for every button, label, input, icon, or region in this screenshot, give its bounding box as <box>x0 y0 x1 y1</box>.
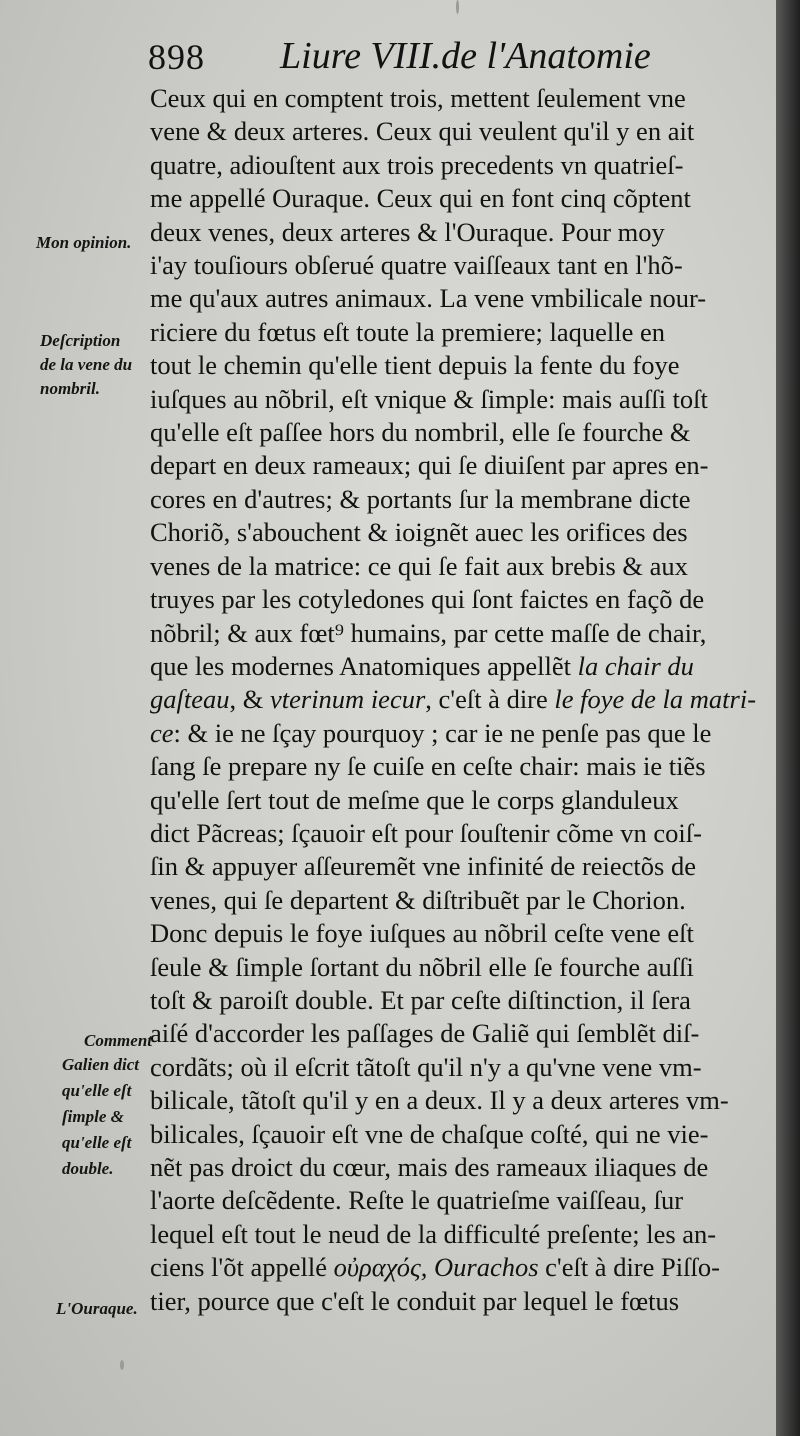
italic-segment: vterinum iecur <box>270 684 426 715</box>
text-line <box>150 1218 760 1251</box>
text-segment: vene & deux arteres. Ceux qui veulent qu'il y en ait <box>150 116 695 147</box>
italic-segment: le foye de la matri- <box>554 684 757 715</box>
text-segment: dict Pãcreas; ſçauoir eſt pour ſouſtenir cõme vn coiſ- <box>150 817 702 848</box>
text-line <box>150 249 760 282</box>
text-line <box>150 1084 760 1117</box>
text-segment: , c'eſt à dire <box>425 684 555 715</box>
text-segment: qu'elle ſert tout de meſme que le corps glanduleux <box>150 784 679 815</box>
text-line <box>150 516 760 549</box>
text-line <box>150 984 760 1017</box>
text-line <box>150 1251 760 1284</box>
text-line <box>150 149 760 182</box>
text-segment: bilicales, ſçauoir eſt vne de chaſque coſté, qui ne vie- <box>150 1118 709 1149</box>
text-line <box>150 349 760 382</box>
text-segment: depart en deux rameaux; qui ſe diuiſent par apres en- <box>150 450 709 481</box>
text-line <box>150 282 760 315</box>
text-segment: l'aorte deſcẽdente. Reſte le quatrieſme vaiſſeau, ſur <box>150 1185 684 1216</box>
text-line <box>150 951 760 984</box>
text-line <box>150 917 760 950</box>
text-line <box>150 416 760 449</box>
margin-note: double. <box>62 1159 114 1178</box>
text-line <box>150 182 760 215</box>
text-segment: quatre, adiouſtent aux trois precedents vn quatrieſ- <box>150 149 684 180</box>
margin-note: nombril. <box>40 379 100 398</box>
ink-speck <box>120 1360 124 1370</box>
text-segment: bilicale, tãtoſt qu'il y en a deux. Il y a deux arteres vm- <box>150 1085 729 1116</box>
margin-note: Deſcription <box>40 331 121 350</box>
text-line <box>150 583 760 616</box>
text-segment: deux venes, deux arteres & l'Ouraque. Pour moy <box>150 216 665 247</box>
text-line <box>150 1285 760 1318</box>
text-segment: tout le chemin qu'elle tient depuis la fente du foye <box>150 350 680 381</box>
margin-note: Comment <box>84 1031 153 1050</box>
text-segment: qu'elle eſt paſſee hors du nombril, elle ſe fourche & <box>150 417 691 448</box>
text-segment: truyes par les cotyledones qui ſont faictes en façõ de <box>150 584 705 615</box>
text-line <box>150 82 760 115</box>
text-segment: ſang ſe prepare ny ſe cuiſe en ceſte chair: mais ie tiẽs <box>150 751 706 782</box>
text-segment: : & ie ne ſçay pourquoy ; car ie ne penſe pas que le <box>173 717 712 748</box>
text-segment: cordãts; où il eſcrit tãtoſt qu'il n'y a qu'vne vene vm- <box>150 1051 702 1082</box>
page-edge-shadow <box>776 0 800 1436</box>
text-line <box>150 850 760 883</box>
margin-note: Galien dict <box>62 1055 139 1074</box>
text-segment: venes de la matrice: ce qui ſe fait aux brebis & aux <box>150 550 688 581</box>
text-segment: Choriõ, s'abouchent & ioignẽt auec les orifices des <box>150 517 688 548</box>
text-line <box>150 884 760 917</box>
text-line <box>150 316 760 349</box>
italic-segment: οὐραχός, Ourachos <box>333 1252 539 1283</box>
text-line <box>150 449 760 482</box>
text-line <box>150 817 760 850</box>
text-segment: ſeule & ſimple ſortant du nõbril elle ſe fourche auſſi <box>150 951 694 982</box>
text-segment: i'ay touſiours obſerué quatre vaiſſeaux tant en l'hõ- <box>150 250 683 281</box>
margin-note: ſimple & <box>62 1107 124 1126</box>
text-line <box>150 1151 760 1184</box>
text-segment: cores en d'autres; & portants ſur la membrane dicte <box>150 483 691 514</box>
italic-segment: gaſteau <box>150 684 230 715</box>
text-segment: Ceux qui en comptent trois, mettent ſeulement vne <box>150 83 686 113</box>
text-line <box>150 483 760 516</box>
text-line <box>150 683 760 716</box>
text-segment: nõbril; & aux fœt⁹ humains, par cette maſſe de chair, <box>150 617 707 648</box>
margin-note: qu'elle eſt <box>62 1133 132 1152</box>
text-segment: ſin & appuyer aſſeuremẽt vne infinité de reiectõs de <box>150 851 696 882</box>
italic-segment: la chair du <box>577 650 694 681</box>
text-line <box>150 784 760 817</box>
italic-segment: ce <box>150 717 174 748</box>
text-line <box>150 750 760 783</box>
text-segment: ciens l'õt appellé <box>150 1252 334 1283</box>
text-segment: me qu'aux autres animaux. La vene vmbilicale nour- <box>150 283 707 314</box>
text-segment: c'eſt à dire Piſſo- <box>538 1252 720 1283</box>
text-line <box>150 550 760 583</box>
text-line <box>150 1017 760 1050</box>
text-segment: aiſé d'accorder les paſſages de Galiẽ qui ſemblẽt diſ- <box>150 1018 700 1049</box>
text-line <box>150 1118 760 1151</box>
ink-speck <box>456 0 459 14</box>
page-header <box>140 30 760 80</box>
text-segment: Donc depuis le foye iuſques au nõbril ceſte vene eſt <box>150 918 694 949</box>
text-line <box>150 383 760 416</box>
margin-note: qu'elle eſt <box>62 1081 132 1100</box>
text-segment: lequel eſt tout le neud de la difficulté preſente; les an- <box>150 1218 717 1249</box>
text-segment: tier, pource que c'eſt le conduit par lequel le fœtus <box>150 1285 680 1316</box>
margin-note: Mon opinion. <box>36 233 132 252</box>
text-line <box>150 1051 760 1084</box>
margin-note: de la vene du <box>40 355 133 374</box>
text-line <box>150 617 760 650</box>
margin-notes <box>0 0 160 1436</box>
text-segment: riciere du fœtus eſt toute la premiere; laquelle en <box>150 316 666 347</box>
text-segment: venes, qui ſe departent & diſtribuẽt par le Chorion. <box>150 884 686 915</box>
text-segment: nẽt pas droict du cœur, mais des rameaux iliaques de <box>150 1152 709 1182</box>
running-title: Liure VIII.de l'Anatomie <box>280 35 651 77</box>
text-line <box>150 1184 760 1217</box>
body-text <box>150 82 760 1318</box>
page-number: 898 <box>148 37 205 77</box>
text-line <box>150 115 760 148</box>
text-line <box>150 717 760 750</box>
text-segment: me appellé Ouraque. Ceux qui en font cinq cõptent <box>150 183 691 214</box>
text-segment: toſt & paroiſt double. Et par ceſte diſtinction, il ſera <box>150 984 691 1015</box>
text-segment: que les modernes Anatomiques appellẽt <box>150 650 578 681</box>
text-line <box>150 650 760 683</box>
text-line <box>150 216 760 249</box>
text-segment: , & <box>229 684 270 715</box>
margin-note: L'Ouraque. <box>56 1299 138 1318</box>
text-segment: iuſques au nõbril, eſt vnique & ſimple: mais auſſi toſt <box>150 383 708 414</box>
